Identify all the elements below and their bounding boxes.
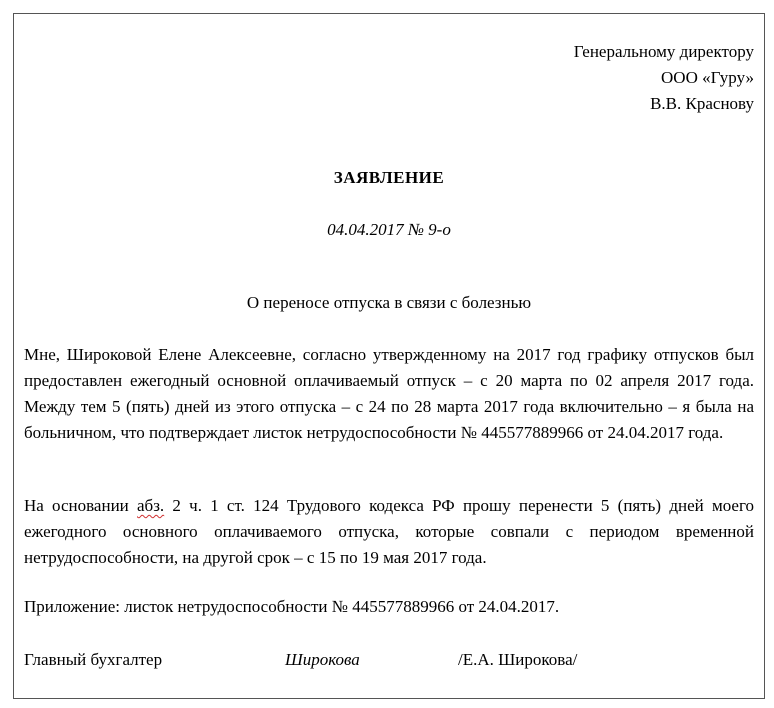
recipient-name: В.В. Краснову [650,94,754,113]
recipient-company: ООО «Гуру» [661,68,754,87]
recipient-block [574,39,754,117]
signer-position: Главный бухгалтер [24,650,163,669]
handwritten-signature: Широкова [285,650,360,669]
document-number: 04.04.2017 № 9-о [327,220,451,239]
paragraph-2-rest: 2 ч. 1 ст. 124 Трудового кодекса РФ прошу перенести 5 (пять) дней моего ежегодного основного оплачиваемого отпуска, которые совпали с периодом временной нетрудоспособности, на другой срок – с 15 по 19 мая 2017 года. [24,496,755,567]
body-paragraph-2 [24,493,754,571]
paragraph-2-prefix: На основании [24,496,138,515]
signature-row [24,648,754,672]
document-page [13,13,765,699]
recipient-position: Генеральному директору [573,42,754,61]
body-paragraph-1: Мне, Широковой Елене Алексеевне, согласно утвержденному на 2017 год графику отпусков был предоставлен ежегодный основной оплачиваемый отпуск – с 20 марта по 02 апреля 2017 года. Между тем 5 (пять) дней из этого отпуска – с 24 по 28 марта 2017 года включительно – я была на больничном, что подтверждает листок нетрудоспособности № 445577889966 от 24.04.2017 года. [24,345,754,442]
attachment-line: Приложение: листок нетрудоспособности № 445577889966 от 24.04.2017. [24,597,560,616]
spellcheck-marked-abbreviation: абз. [137,496,165,515]
signer-name: /Е.А. Широкова/ [458,650,578,669]
document-title: ЗАЯВЛЕНИЕ [333,168,445,187]
document-subject: О переносе отпуска в связи с болезнью [246,293,532,312]
